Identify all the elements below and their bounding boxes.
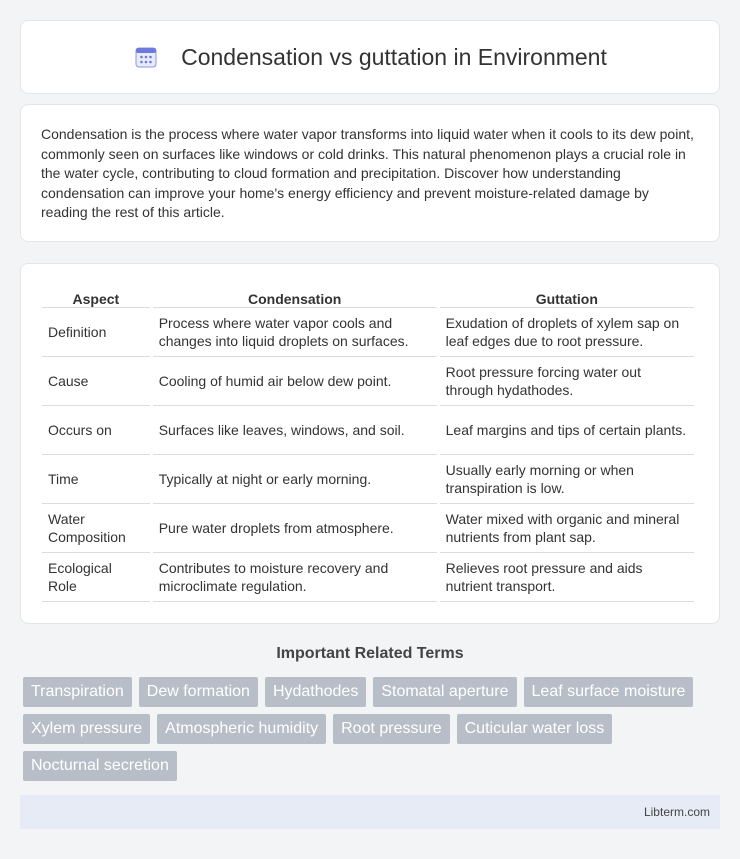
cell-condensation: Cooling of humid air below dew point. bbox=[153, 357, 437, 406]
cell-guttation: Relieves root pressure and aids nutrient transport. bbox=[440, 553, 694, 602]
cell-aspect: Time bbox=[42, 455, 150, 504]
cell-condensation: Typically at night or early morning. bbox=[153, 455, 437, 504]
calendar-grid-icon bbox=[133, 44, 159, 70]
header-condensation: Condensation bbox=[153, 284, 437, 308]
cell-aspect: Water Composition bbox=[42, 504, 150, 553]
cell-aspect: Definition bbox=[42, 308, 150, 357]
related-tag[interactable]: Xylem pressure bbox=[23, 714, 150, 744]
related-terms-list bbox=[23, 677, 723, 781]
table-row bbox=[42, 455, 694, 504]
cell-guttation: Root pressure forcing water out through hydathodes. bbox=[440, 357, 694, 406]
cell-guttation: Exudation of droplets of xylem sap on leaf edges due to root pressure. bbox=[440, 308, 694, 357]
header-card bbox=[20, 20, 720, 94]
intro-paragraph: Condensation is the process where water vapor transforms into liquid water when it cools to its dew point, commonly seen on surfaces like windows or cold drinks. This natural phenomenon plays a crucial role in the water cycle, contributing to cloud formation and precipitation. Discover how understanding condensation can improve your home's energy efficiency and prevent moisture-related damage by reading the rest of this article. bbox=[41, 126, 694, 220]
cell-condensation: Process where water vapor cools and changes into liquid droplets on surfaces. bbox=[153, 308, 437, 357]
related-tag[interactable]: Transpiration bbox=[23, 677, 132, 707]
table-row bbox=[42, 357, 694, 406]
table-row bbox=[42, 406, 694, 455]
cell-condensation: Pure water droplets from atmosphere. bbox=[153, 504, 437, 553]
header-guttation: Guttation bbox=[440, 284, 694, 308]
related-tag[interactable]: Atmospheric humidity bbox=[157, 714, 326, 744]
footer-brand[interactable]: Libterm.com bbox=[643, 805, 710, 819]
cell-aspect: Ecological Role bbox=[42, 553, 150, 602]
table-row bbox=[42, 504, 694, 553]
related-tag[interactable]: Cuticular water loss bbox=[457, 714, 613, 744]
cell-aspect: Occurs on bbox=[42, 406, 150, 455]
table-row bbox=[42, 553, 694, 602]
footer bbox=[20, 795, 720, 829]
cell-guttation: Usually early morning or when transpiration is low. bbox=[440, 455, 694, 504]
cell-guttation: Leaf margins and tips of certain plants. bbox=[440, 406, 694, 455]
related-tag[interactable]: Leaf surface moisture bbox=[524, 677, 694, 707]
header-aspect: Aspect bbox=[42, 284, 150, 308]
related-tag[interactable]: Stomatal aperture bbox=[373, 677, 516, 707]
cell-guttation: Water mixed with organic and mineral nutrients from plant sap. bbox=[440, 504, 694, 553]
cell-aspect: Cause bbox=[42, 357, 150, 406]
table-header-row bbox=[42, 284, 694, 308]
related-terms-title: Important Related Terms bbox=[276, 645, 464, 662]
comparison-table bbox=[39, 284, 697, 602]
cell-condensation: Contributes to moisture recovery and microclimate regulation. bbox=[153, 553, 437, 602]
page-title: Condensation vs guttation in Environment bbox=[181, 43, 607, 70]
cell-condensation: Surfaces like leaves, windows, and soil. bbox=[153, 406, 437, 455]
intro-card bbox=[20, 104, 720, 242]
related-tag[interactable]: Hydathodes bbox=[265, 677, 366, 707]
comparison-table-card bbox=[20, 263, 720, 624]
related-tag[interactable]: Root pressure bbox=[333, 714, 450, 744]
related-tag[interactable]: Nocturnal secretion bbox=[23, 751, 177, 781]
table-row bbox=[42, 308, 694, 357]
related-tag[interactable]: Dew formation bbox=[139, 677, 258, 707]
